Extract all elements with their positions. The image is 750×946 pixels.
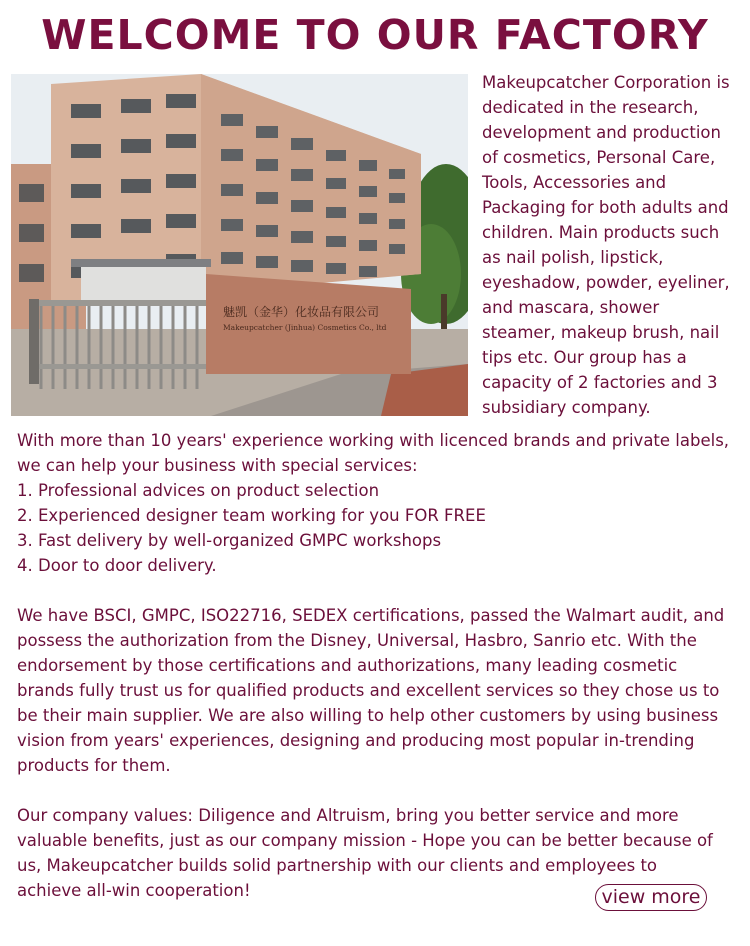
sign-english-text: Makeupcatcher (Jinhua) Cosmetics Co., ltd	[223, 323, 387, 332]
values-paragraph: Our company values: Diligence and Altruism, bring you better service and more valuable benefits, just as our company mission - Hope you can be better because of us, Makeupcatcher builds solid partnership with our clients and employees to achieve all-win cooperation!	[17, 806, 713, 900]
intro-paragraph: Makeupcatcher Corporation is dedicated in the research, development and production of cosmetics, Personal Care, Tools, Accessories and Packaging for both adults and children. Main products such as nail polish, lipstick, eyeshadow, powder, eyeliner, and mascara, shower steamer, makeup brush, nail tips etc. Our group has a capacity of 2 factories and 3 subsidiary company.	[482, 73, 730, 417]
factory-photo	[11, 74, 468, 416]
service-item: 2. Experienced designer team working for you FOR FREE	[17, 506, 486, 525]
services-lead: With more than 10 years' experience working with licenced brands and private labels, we can help your business with special services:	[17, 431, 730, 475]
view-more-button[interactable]: view more	[595, 884, 707, 911]
service-item: 4. Door to door delivery.	[17, 556, 217, 575]
certifications-section	[17, 603, 737, 778]
certifications-paragraph: We have BSCI, GMPC, ISO22716, SEDEX certifications, passed the Walmart audit, and possess the authorization from the Disney, Universal, Hasbro, Sanrio etc. With the endorsement by those certifications and authorizations, many leading cosmetic brands fully trust us for qualified products and excellent services so they chose us to be their main supplier. We are also willing to help other customers by using business vision from years' experiences, designing and producing most popular in-trending products for them.	[17, 606, 725, 775]
service-item: 3. Fast delivery by well-organized GMPC workshops	[17, 531, 442, 550]
sign-chinese-text: 魅凯（金华）化妆品有限公司	[223, 305, 380, 319]
services-list	[17, 478, 737, 578]
services-section	[17, 428, 737, 578]
page-title: WELCOME TO OUR FACTORY	[41, 11, 709, 59]
service-item: 1. Professional advices on product selection	[17, 481, 380, 500]
